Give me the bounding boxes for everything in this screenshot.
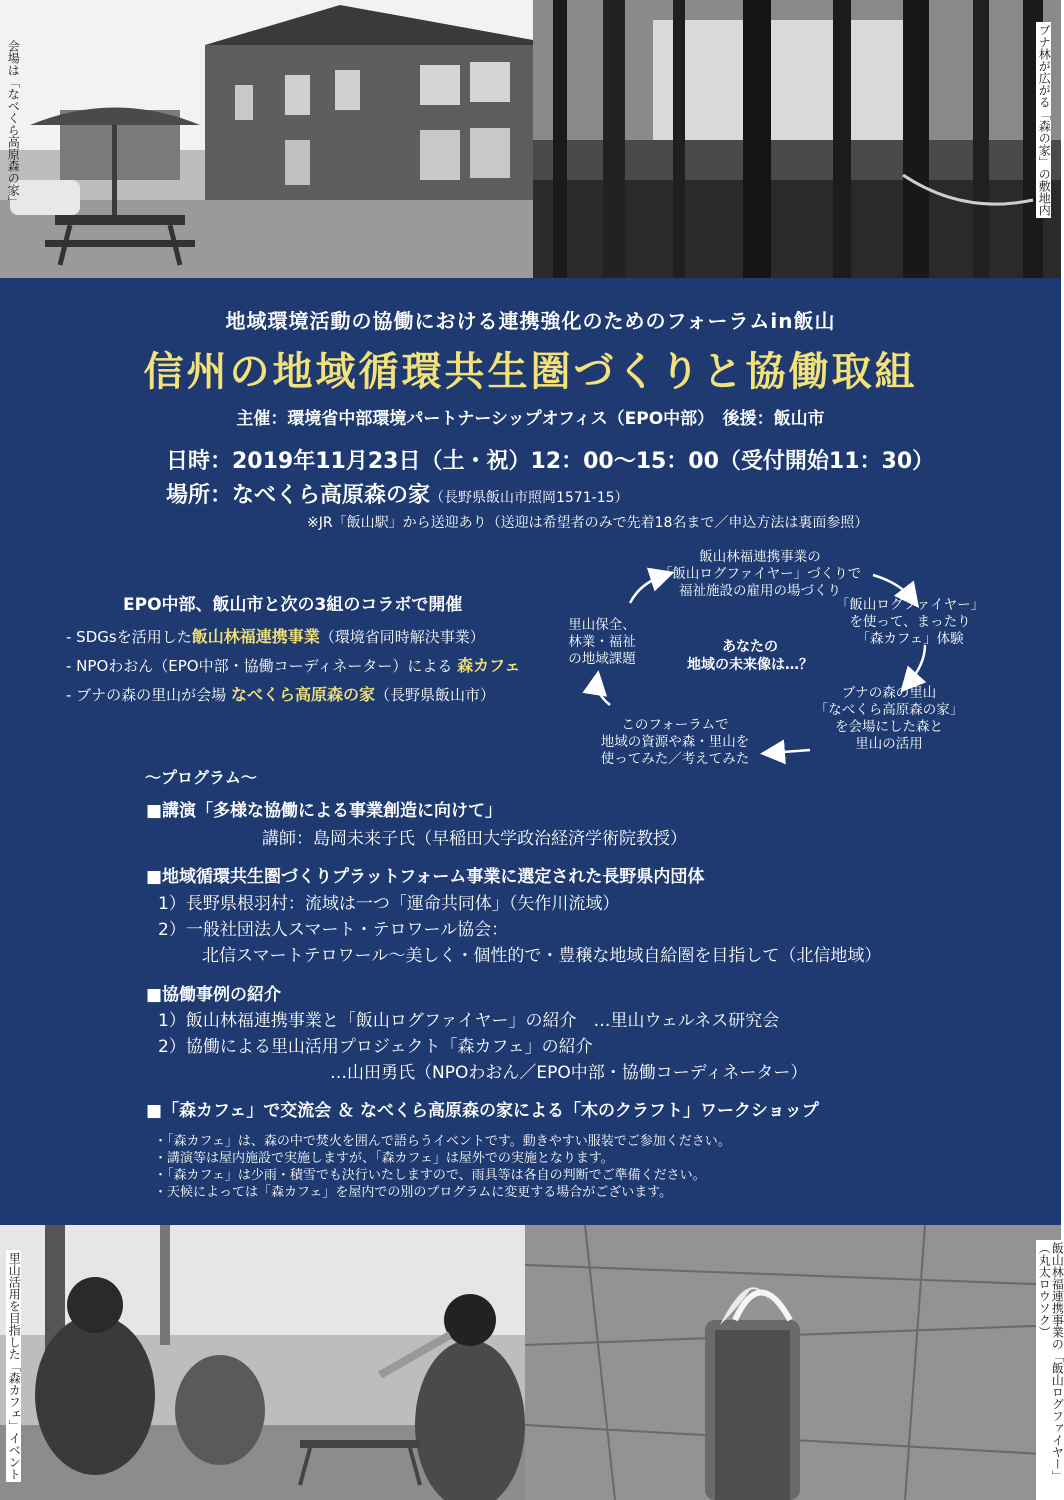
cycle-step-issues: 里山保全、 林業・福祉 の地域課題	[568, 617, 636, 667]
caption-bottom-right: 飯山林福連携事業の「飯山ログファイヤー」（丸太ロウソク）	[1036, 1240, 1064, 1500]
event-venue	[166, 478, 629, 509]
program-case-2-presenter: …山田勇氏（NPOわおん／EPO中部・協働コーディネーター）	[330, 1063, 808, 1083]
event-subtitle: 地域環境活動の協働における連携強化のためのフォーラムin飯山	[225, 309, 836, 333]
event-datetime: 日時：2019年11月23日（土・祝）12：00〜15：00（受付開始11：30）	[166, 449, 935, 474]
transport-note: ※JR「飯山駅」から送迎あり（送迎は希望者のみで先着18名まで／申込方法は裏面参照）	[307, 515, 869, 531]
program-case-1: 1）飯山林福連携事業と「飯山ログファイヤー」の紹介 …里山ウェルネス研究会	[158, 1011, 780, 1031]
caption-top-right: ブナ林が広がる「森の家」の敷地内	[1037, 24, 1052, 216]
collab-suffix: （長野県飯山市）	[374, 686, 495, 704]
cycle-diagram	[555, 545, 985, 775]
cycle-arrow	[597, 680, 610, 705]
event-title: 信州の地域循環共生圏づくりと協働取組	[143, 349, 918, 395]
photo-venue-building	[0, 0, 533, 278]
note-item: ・「森カフェ」は少雨・積雪でも決行いたしますので、雨具等は各自の判断でご準備ください。	[154, 1168, 706, 1183]
program-lecture-speaker: 講師：島岡未来子氏（早稲田大学政治経済学術院教授）	[262, 829, 687, 849]
collab-prefix: - NPOわおん（EPO中部・協働コーディネーター）による	[66, 657, 458, 675]
collab-item-venue	[66, 682, 495, 705]
cycle-step-mori-cafe: 「飯山ログファイヤー」 を使って、まったり 「森カフェ」体験	[835, 597, 985, 647]
program-platform-title: ■地域循環共生圏づくりプラットフォーム事業に選定された長野県内団体	[146, 867, 705, 887]
program-platform-item-1: 1）長野県根羽村：流域は一つ「運命共同体」（矢作川流域）	[158, 894, 620, 914]
venue-address: （長野県飯山市照岡1571-15）	[430, 490, 629, 506]
note-item: ・講演等は屋内施設で実施しますが、「森カフェ」は屋外での実施となります。	[154, 1151, 614, 1166]
collab-prefix: - SDGsを活用した	[66, 628, 192, 646]
collab-highlight: なべくら高原森の家	[230, 685, 375, 704]
note-item: ・天候によっては「森カフェ」を屋内での別のプログラムに変更する場合がございます。	[154, 1185, 673, 1200]
note-item: ・「森カフェ」は、森の中で焚火を囲んで語らうイベントです。動きやすい服装でご参加ください。	[154, 1134, 731, 1149]
collab-suffix: （環境省同時解決事業）	[319, 628, 485, 646]
cycle-arrow	[907, 645, 925, 685]
cycle-step-venue: ブナの森の里山 「なべくら高原森の家」 を会場にした森と 里山の活用	[814, 685, 964, 752]
program-workshop-title: ■「森カフェ」で交流会 ＆ なべくら高原森の家による「木のクラフト」ワークショップ	[146, 1101, 819, 1121]
cycle-step-log-fire: 飯山林福連携事業の 「飯山ログファイヤー」づくりで 福祉施設の雇用の場づくり	[658, 549, 862, 599]
collab-highlight: 飯山林福連携事業	[191, 627, 320, 646]
organizer-line: 主催：環境省中部環境パートナーシップオフィス（EPO中部） 後援：飯山市	[236, 409, 825, 429]
photo-log-fire	[525, 1225, 1061, 1500]
program-case-2: 2）協働による里山活用プロジェクト「森カフェ」の紹介	[158, 1037, 593, 1057]
cycle-center-question: あなたの 地域の未来像は…？	[687, 639, 813, 673]
caption-bottom-left: 里山活用を目指した「森カフェ」イベント	[7, 1252, 22, 1480]
collab-highlight: 森カフェ	[457, 656, 521, 675]
program-platform-item-2-detail: 北信スマートテロワール〜美しく・個性的で・豊穣な地域自給圏を目指して（北信地域）	[202, 946, 882, 966]
collab-heading: EPO中部、飯山市と次の3組のコラボで開催	[123, 595, 463, 615]
caption-top-left: 会場は「なべくら高原森の家」	[6, 40, 21, 208]
venue-label: 場所：なべくら高原森の家	[166, 483, 431, 508]
photo-beech-forest	[533, 0, 1061, 278]
collab-prefix: - ブナの森の里山が会場	[66, 686, 231, 704]
cycle-step-forum: このフォーラムで 地域の資源や森・里山を 使ってみた／考えてみた	[600, 717, 750, 767]
program-cases-title: ■協働事例の紹介	[146, 985, 282, 1005]
photo-mori-cafe-event	[0, 1225, 525, 1500]
program-lecture-title: ■講演「多様な協働による事業創造に向けて」	[146, 801, 503, 821]
program-heading: 〜プログラム〜	[145, 768, 257, 787]
collab-item-forest-welfare	[66, 624, 485, 647]
program-platform-item-2: 2）一般社団法人スマート・テロワール協会：	[158, 920, 509, 940]
collab-item-mori-cafe	[66, 653, 520, 676]
